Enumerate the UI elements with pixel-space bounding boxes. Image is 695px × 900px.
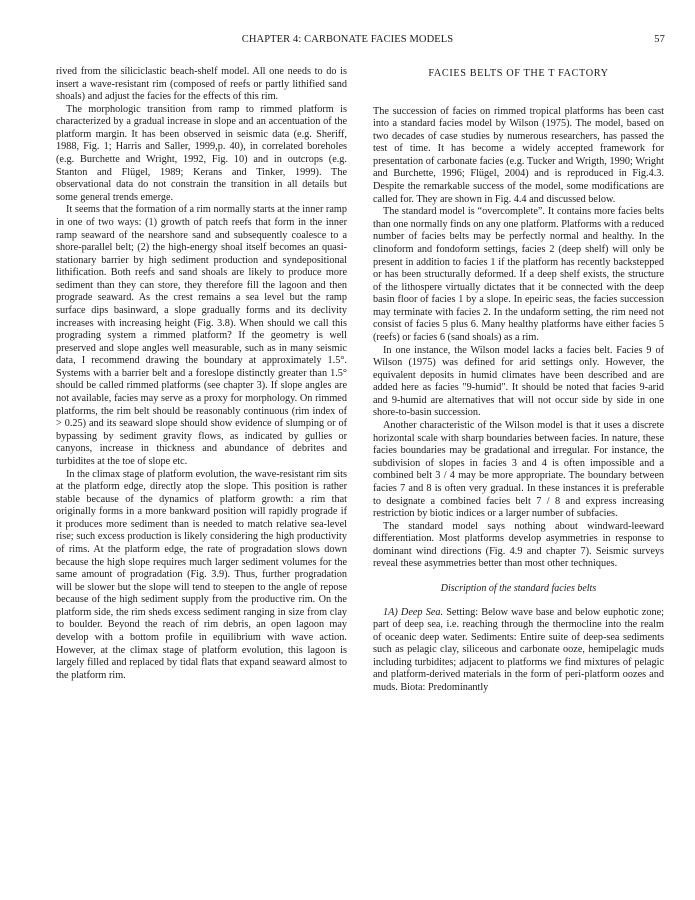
left-column (56, 66, 347, 682)
page-number: 57 (654, 34, 665, 45)
paragraph: rived from the siliciclastic beach-shelf model. All one needs to do is insert a wave-resistant rim (composed of reefs or partly lithified sand shoals) and adjust the facies for the effects of this rim. (56, 66, 347, 103)
subsection-heading: Discription of the standard facies belts (440, 582, 597, 594)
right-column (373, 66, 664, 695)
paragraph: Another characteristic of the Wilson model is that it uses a discrete horizontal scale with sharp boundaries between facies. In nature, these facies boundaries may be gradational and irregular. For instance, the subdivision of slopes in facies 3 and 4 is often impossible and a combined belt 3 / 4 may be more appropriate. The boundary between facies 7 and 8 is often very gradual. In these instances it is preferable to designate a combined facies belt 7 / 8 and express increasing restriction by biotic indices or a larger number of subfacies. (373, 420, 664, 520)
paragraph: The morphologic transition from ramp to rimmed platform is characterized by a gradual increase in slope and an accentuation of the platform margin. It has been observed in seismic data (e.g. Sheriff, 1988, Fig. 1; Harris and Saller, 1999,p. 40), in correlated boreholes (e.g. Burchette and Wright, 1992, Fig. 10) and in outcrops (e.g. Stanton and Flügel, 1989; Kerans and Tinker, 1999). The observational data do not constrain the transition in all details but some general trends emerge. (56, 103, 347, 203)
paragraph: It seems that the formation of a rim normally starts at the inner ramp in one of two ways: (1) growth of patch reefs that form in the inner ramp seaward of the nearshore sand and subsequently coalesce to a shore-parallel belt; (2) the high-energy shoal itself becomes an quasi-stationary barrier by high sediment production and syndepositional lithification. Both reefs and sand shoals are likely to produce more sediment than they can store, they therefore fill the lagoon and then prograde seaward. As the crest remains a sea level but the ramp surface dips basinward, a slope gradually forms and its declivity increases with increasing height (Fig. 3.8). When should we call this prograding system a rimmed platform? If the geometry is well preserved and slope angles well measurable, such as in many seismic data, I recommend drawing the boundary at approximately 1.5°. Systems with a barrier belt and a foreslope distinctly greater than 1.5° should be called rimmed platforms (see chapter 3). If slope angles are not available, facies may serve as a proxy for morphology. On rimmed platforms, the rim belt should be reasonably continuous (rim index of > 0.25) and its seaward slope should show evidence of slumping or of bypassing by sediment gravity flows, as indicated by gullies or canyons, increase in thickness and abundance of debrites and turbidites at the toe of slope etc. (56, 204, 347, 467)
chapter-title: CHAPTER 4: CARBONATE FACIES MODELS (241, 34, 454, 45)
paragraph: In the climax stage of platform evolution, the wave-resistant rim sits at the platform edge, directly atop the slope. This position is rather stable because of the dynamics of platform growth: a rim that originally forms in a more bankward position will rapidly prograde if it produces more sediment than is needed to match relative sea-level rise; such excess production is likely considering the high productivity of rims. At the platform edge, the rate of progradation slows down because the high slope requires much larger sediment volumes for the same amount of progradation (Fig. 3.9). Thus, further progradation will be slower but the slope will tend to steepen to the angle of repose because of the high sediment supply from the productive rim. On the platform side, the rim sheds excess sediment ranging in size from clay to boulder. Beyond the reach of rim debris, an open lagoon may develop with a bottom profile in equilibrium with wave action. However, at the climax stage of platform evolution, this lagoon is largely filled and replaced by tidal flats that expand seaward almost to the platform rim. (56, 468, 347, 681)
paragraph: In one instance, the Wilson model lacks a facies belt. Facies 9 of Wilson (1975) was defined for arid settings only. However, the equivalent deposits in humid climates have been described and are added here as facies "9-humid". It should be noted that facies 9-arid and 9-humid are alternatives that will not occur side by side in one shore-to-basin succession. (373, 344, 664, 419)
paragraph: The succession of facies on rimmed tropical platforms has been cast into a standard facies model by Wilson (1975). The model, based on two decades of case studies by numerous researchers, has passed the test of time. It has become a widely accepted framework for presentation of carbonate facies (e.g. Tucker and Wrigth, 1990; Wright and Burchette, 1996; Flügel, 2004) and is reproduced in Fig.4.3. Despite the remarkable success of the model, some modifications are called for. They are shown in Fig. 4.4 and discussed below. (373, 105, 664, 205)
paragraph: The standard model is “overcomplete”. It contains more facies belts than one normally finds on any one platform. Platforms with a reduced number of facies belts may be perfectly normal and healthy. In the clinoform and fondoform settings, facies 2 (deep shelf) will only be present in addition to facies 1 if the platform has recently backstepped or has been structurally deformed. If a deep shelf exists, the structure of the lithospere virtually dictates that it be connected with the deep basin floor of facies 1 by a slope. In epeiric seas, the facies succession may terminate with facies 2. In the undaform setting, the rim need not consist of facies 5 plus 6. Many healthy platforms have either facies 5 (reefs) or facies 6 (sand shoals) as a rim. (373, 206, 664, 343)
paragraph: The standard model says nothing about windward-leeward differentiation. Most platforms develop asymmetries in response to dominant wind directions (Fig. 4.9 and chapter 7). Seismic surveys reveal these asymmetries better than most other techniques. (373, 520, 664, 570)
paragraph-facies-1a (373, 607, 664, 695)
facies-label: 1A) Deep Sea. (383, 606, 444, 618)
facies-description: Setting: Below wave base and below euphotic zone; part of deep sea, i.e. reaching through the thermocline into the realm of oceanic deep water. Sediments: Entire suite of deep-sea sediments such as pelagic clay, siliceous and carbonate ooze, hemipelagic muds including turbidites; adjacent to platforms we find mixtures of pelagic and platform-derived materials in the form of peri-platform oozes and muds. Biota: Predominantly (373, 606, 664, 694)
running-header (0, 34, 695, 50)
section-heading: FACIES BELTS OF THE T FACTORY (428, 68, 609, 79)
